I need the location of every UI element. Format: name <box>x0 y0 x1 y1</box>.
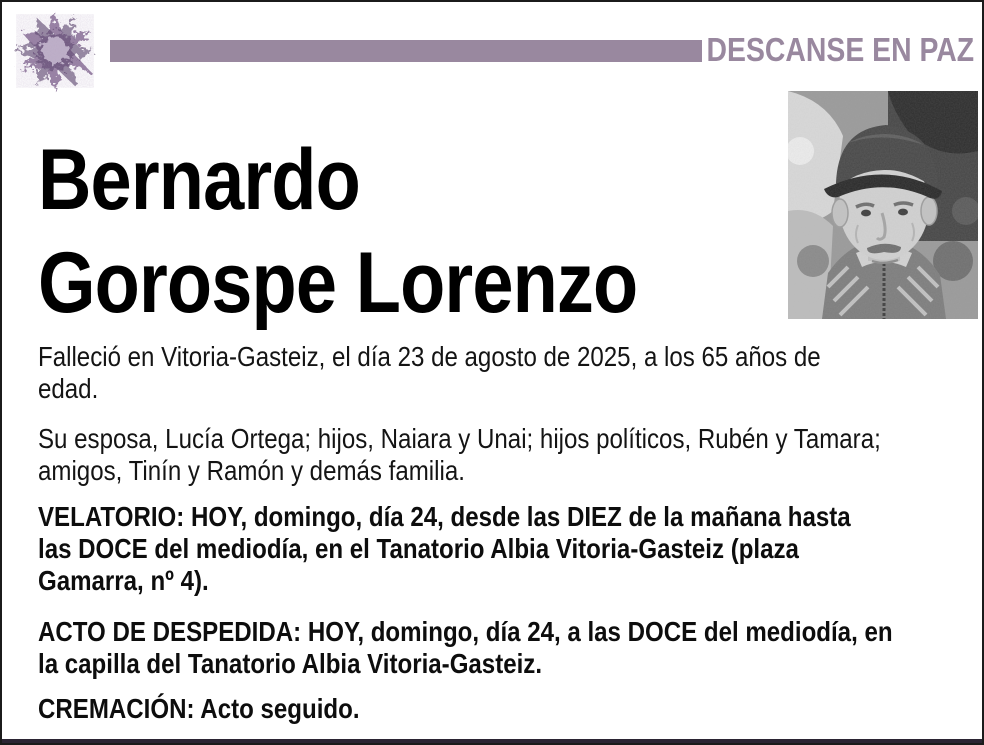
death-notice-paragraph: Falleció en Vitoria-Gasteiz, el día 23 de agosto de 2025, a los 65 años de edad. <box>38 341 821 404</box>
family-paragraph: Su esposa, Lucía Ortega; hijos, Naiara y Unai; hijos políticos, Rubén y Tamara; amigos, Tinín y Ramón y demás familia. <box>38 423 881 486</box>
cremation-info-paragraph: CREMACIÓN: Acto seguido. <box>38 693 360 724</box>
deceased-photo <box>788 91 978 319</box>
rip-banner-text: DESCANSE EN PAZ <box>706 31 974 68</box>
footer-bar <box>2 739 982 743</box>
farewell-info-paragraph: ACTO DE DESPEDIDA: HOY, domingo, día 24, a las DOCE del mediodía, en la capilla del Tanatorio Albia Vitoria-Gasteiz. <box>38 616 893 679</box>
name-line-2: Gorospe Lorenzo <box>38 235 638 331</box>
rip-banner <box>554 30 974 70</box>
wake-info-paragraph: VELATORIO: HOY, domingo, día 24, desde las DIEZ de la mañana hasta las DOCE del mediodía, en el Tanatorio Albia Vitoria-Gasteiz (plaza Gamarra, nº 4). <box>38 501 851 596</box>
name-line-1: Bernardo <box>38 132 360 228</box>
floral-ornament-icon <box>10 8 100 94</box>
deceased-name <box>38 129 778 335</box>
